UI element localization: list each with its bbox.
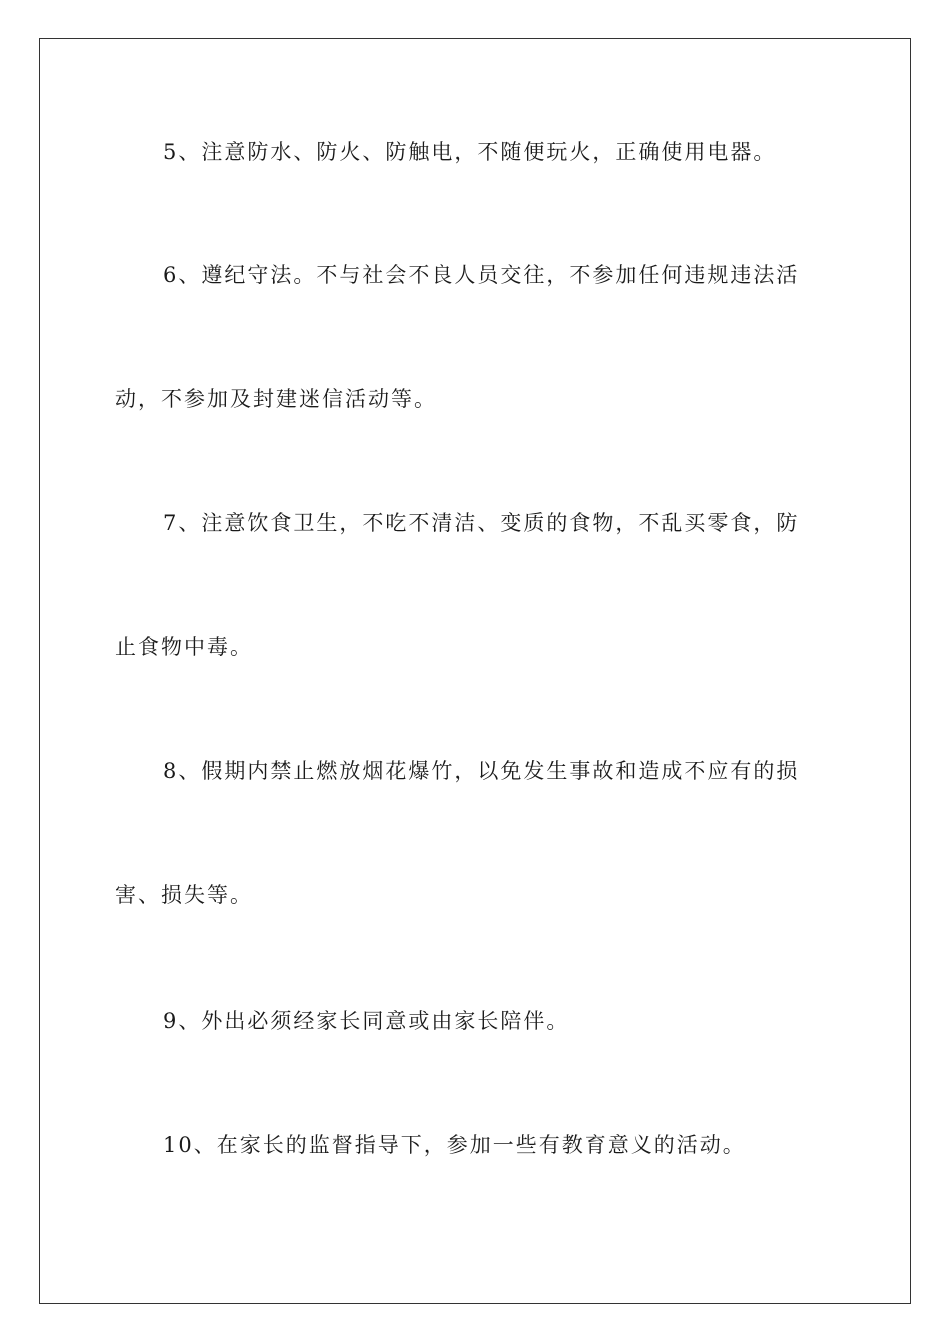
paragraph-7-line-2: 止食物中毒。: [115, 635, 253, 659]
page-frame: [39, 38, 911, 1304]
paragraph-6-line-2: 动，不参加及封建迷信活动等。: [115, 387, 437, 411]
paragraph-8-line-1: 8、假期内禁止燃放烟花爆竹，以免发生事故和造成不应有的损: [163, 759, 800, 783]
paragraph-5-line-1: 5、注意防水、防火、防触电，不随便玩火，正确使用电器。: [163, 140, 777, 164]
paragraph-8-line-2: 害、损失等。: [115, 883, 253, 907]
paragraph-7-line-1: 7、注意饮食卫生，不吃不清洁、变质的食物，不乱买零食，防: [163, 511, 800, 535]
paragraph-10-line-1: 10、在家长的监督指导下，参加一些有教育意义的活动。: [163, 1133, 746, 1157]
paragraph-9-line-1: 9、外出必须经家长同意或由家长陪伴。: [163, 1009, 570, 1033]
paragraph-6-line-1: 6、遵纪守法。不与社会不良人员交往，不参加任何违规违法活: [163, 263, 800, 287]
